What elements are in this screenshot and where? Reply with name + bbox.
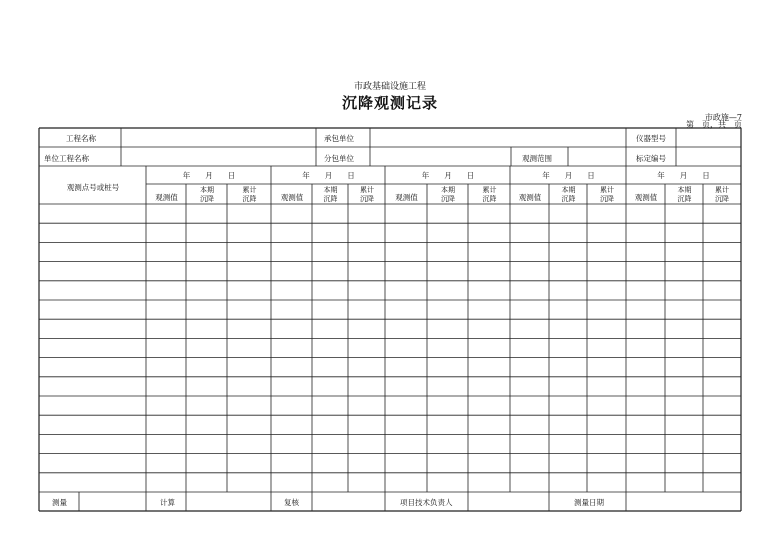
project-name-label: 工程名称	[66, 134, 96, 143]
calibration-no-label: 标定编号	[636, 154, 666, 163]
current-settlement-line1: 本期	[441, 186, 455, 194]
current-settlement-line2: 沉降	[677, 195, 692, 203]
contractor-label: 承包单位	[324, 134, 354, 143]
current-settlement-line1: 本期	[561, 186, 576, 194]
cumulative-settlement-line2: 沉降	[715, 195, 729, 203]
current-settlement-header	[428, 186, 468, 204]
cumulative-settlement-line1: 累计	[360, 186, 374, 194]
form-title: 沉降观测记录	[341, 94, 438, 112]
cumulative-settlement-line1: 累计	[715, 186, 729, 194]
observed-value-header: 观测值	[155, 193, 178, 202]
subcontractor-label: 分包单位	[324, 154, 354, 163]
current-settlement-line1: 本期	[323, 186, 338, 194]
cumulative-settlement-line1: 累计	[482, 186, 497, 194]
date-header-4: 年 月 日	[542, 171, 595, 180]
observed-value-header: 观测值	[280, 193, 304, 202]
calculator-label: 计算	[160, 498, 175, 507]
current-settlement-header	[666, 186, 703, 204]
current-settlement-header	[187, 186, 227, 204]
cumulative-settlement-line2: 沉降	[242, 195, 257, 203]
date-header-3: 年 月 日	[421, 171, 475, 180]
cumulative-settlement-header	[704, 186, 740, 204]
cumulative-settlement-line2: 沉降	[360, 195, 374, 203]
point-number-header: 观测点号或桩号	[66, 183, 120, 192]
cumulative-settlement-line1: 累计	[242, 186, 257, 194]
form-subtitle: 市政基础设施工程	[353, 82, 426, 92]
current-settlement-header	[550, 186, 587, 204]
current-settlement-line2: 沉降	[200, 195, 214, 203]
current-settlement-line2: 沉降	[441, 195, 455, 203]
cumulative-settlement-line1: 累计	[600, 186, 614, 194]
page-info: 第 页，共 页	[686, 120, 742, 129]
cumulative-settlement-header	[469, 186, 510, 204]
observation-range-label: 观测范围	[522, 154, 552, 163]
current-settlement-header	[313, 186, 348, 204]
reviewer-label: 复核	[284, 498, 299, 507]
unit-project-name-label: 单位工程名称	[44, 154, 89, 163]
tech-lead-label: 项目技术负责人	[400, 498, 453, 507]
date-header-2: 年 月 日	[302, 171, 355, 180]
survey-date-label: 测量日期	[574, 498, 604, 507]
current-settlement-line1: 本期	[677, 186, 692, 194]
cumulative-settlement-header	[228, 186, 271, 204]
cumulative-settlement-line2: 沉降	[482, 195, 497, 203]
current-settlement-line2: 沉降	[323, 195, 338, 203]
instrument-model-label: 仪器型号	[636, 134, 666, 143]
cumulative-settlement-line2: 沉降	[600, 195, 614, 203]
date-header-5: 年 月 日	[657, 171, 710, 180]
observed-value-header: 观测值	[518, 193, 542, 202]
cumulative-settlement-header	[349, 186, 385, 204]
observed-value-header: 观测值	[395, 193, 418, 202]
surveyor-label: 测量	[52, 498, 67, 507]
date-header-1: 年 月 日	[182, 171, 236, 180]
current-settlement-line2: 沉降	[561, 195, 576, 203]
form-code: 市政施—7	[704, 113, 742, 122]
cumulative-settlement-header	[588, 186, 626, 204]
current-settlement-line1: 本期	[200, 186, 214, 194]
observed-value-header: 观测值	[634, 193, 658, 202]
